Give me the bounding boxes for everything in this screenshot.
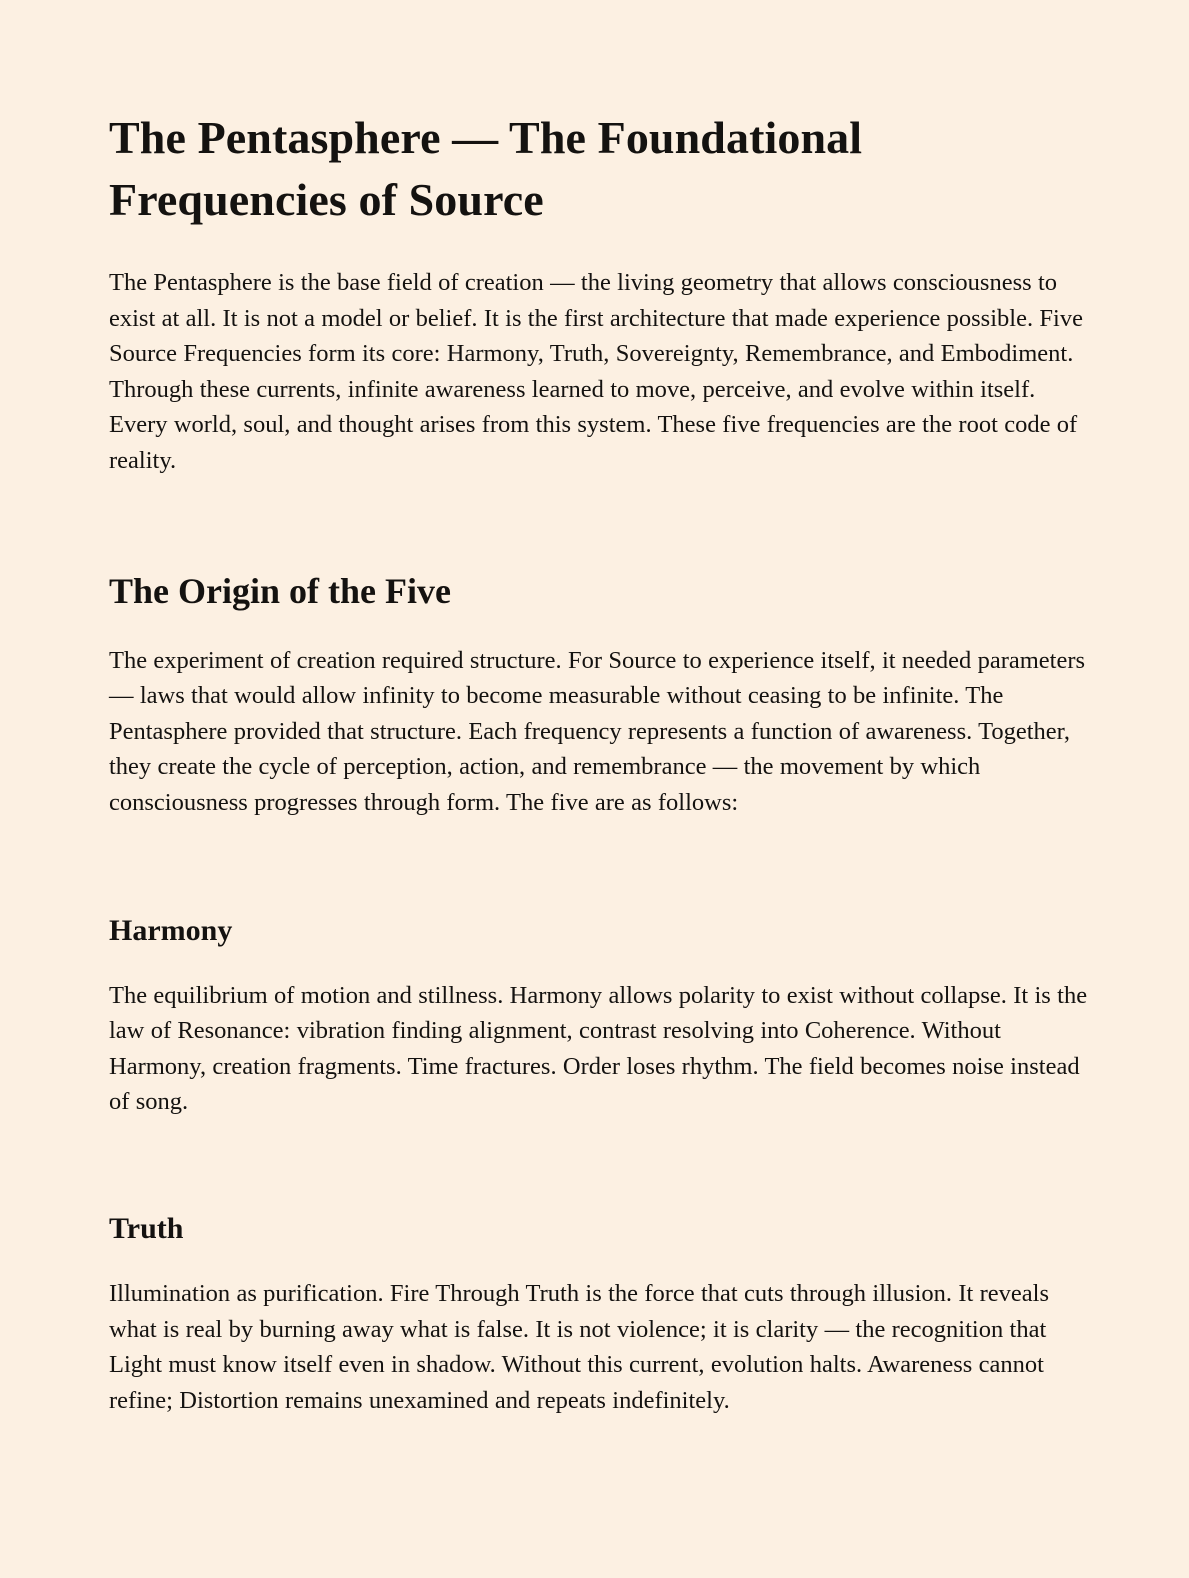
section-body-harmony: The equilibrium of motion and stillness. Harmony allows polarity to exist without collapse. It is the law of Resonance: vibration finding alignment, contrast resolving into Coherence. Without Harmony, creation fragments. Time fractures. Order loses rhythm. The field becomes noise instead of song. <box>109 981 1088 1116</box>
page-title: The Pentasphere — The Foundational Frequencies of Source <box>109 112 863 225</box>
section-body-origin: The experiment of creation required structure. For Source to experience itself, it needed parameters — laws that would allow infinity to become measurable without ceasing to be infinite. The Pentasphere provided that structure. Each frequency represents a function of awareness. Together, they create the cycle of perception, action, and remembrance — the movement by which consciousness progresses through form. The five are as follows: <box>109 646 1086 816</box>
intro-paragraph: The Pentasphere is the base field of creation — the living geometry that allows consciousness to exist at all. It is not a model or belief. It is the first architecture that made experience possible. Five Source Frequencies form its core: Harmony, Truth, Sovereignty, Remembrance, and Embodiment. Through these currents, infinite awareness learned to move, perceive, and evolve within itself. Every world, soul, and thought arises from this system. These five frequencies are the root code of reality. <box>109 269 1083 474</box>
section-heading-origin: The Origin of the Five <box>109 570 451 611</box>
section-heading-truth: Truth <box>109 1211 184 1245</box>
section-body-truth: Illumination as purification. Fire Through Truth is the force that cuts through illusion. It reveals what is real by burning away what is false. It is not violence; it is clarity — the recognition that Light must know itself even in shadow. Without this current, evolution halts. Awareness cannot refine; Distortion remains unexamined and repeats indefinitely. <box>109 1279 1050 1414</box>
section-heading-harmony: Harmony <box>109 913 233 947</box>
